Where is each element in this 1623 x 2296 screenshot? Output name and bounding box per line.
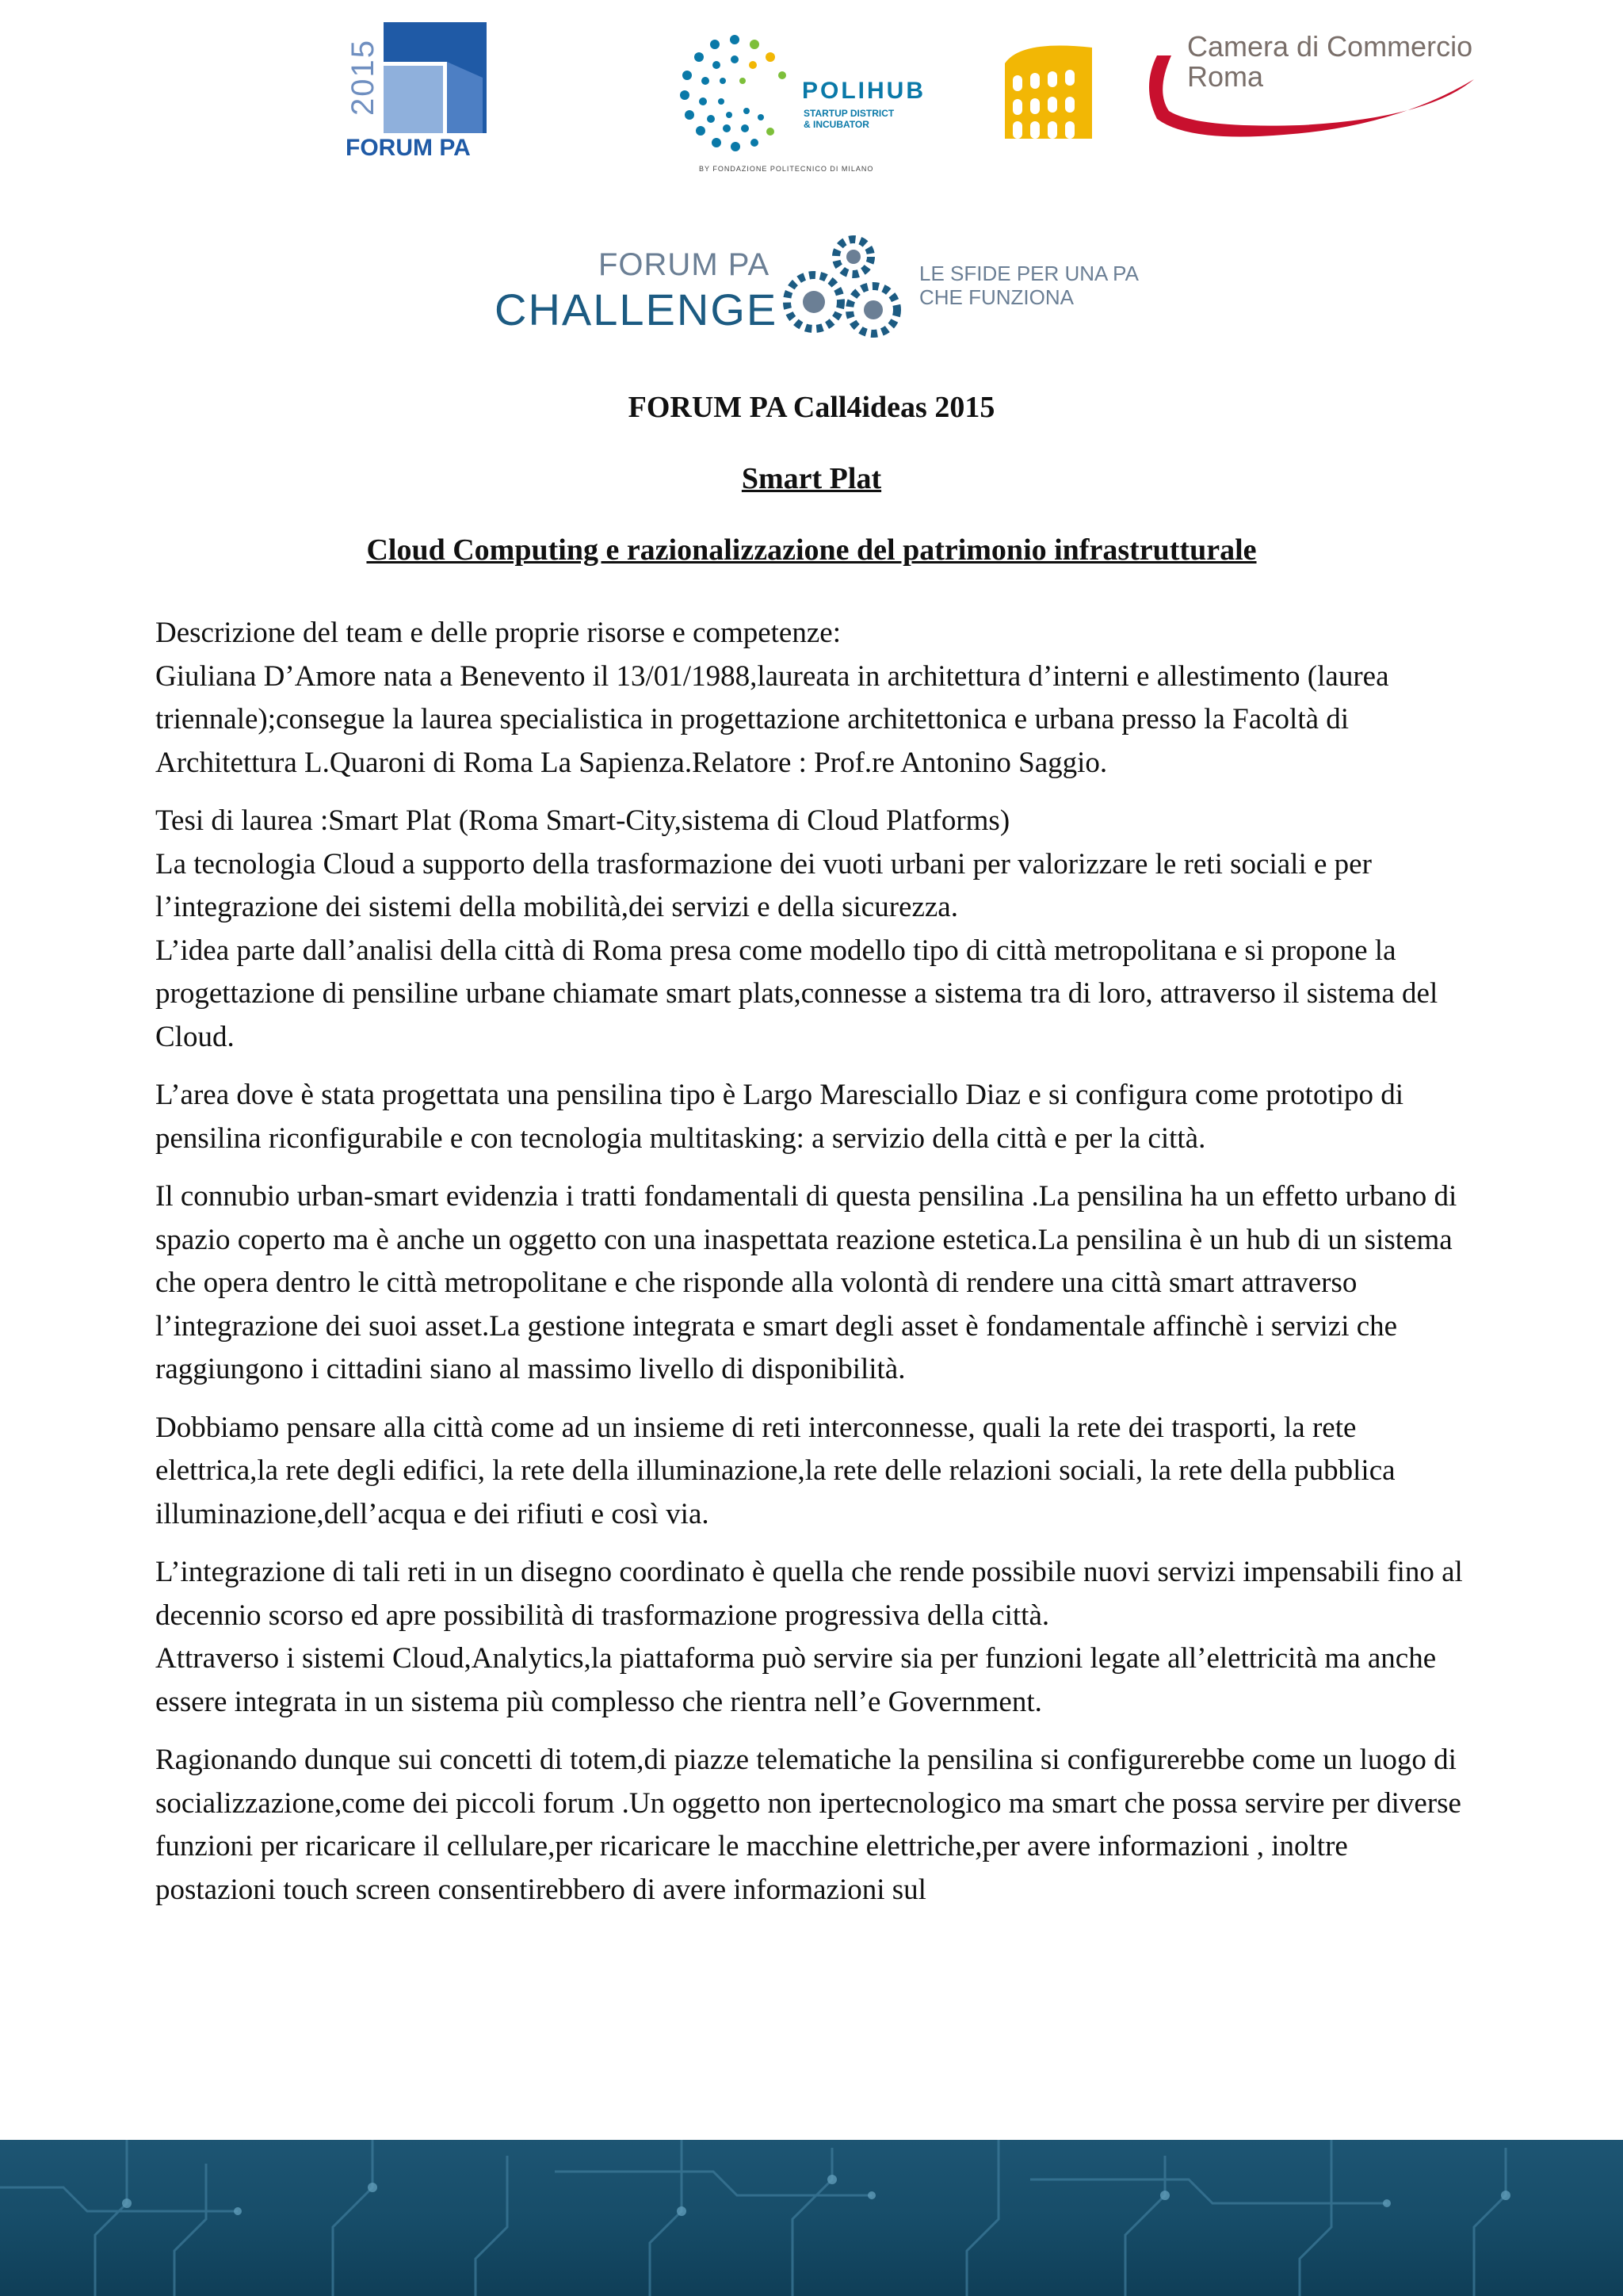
colosseum-icon <box>997 32 1100 143</box>
paragraph-networks: Dobbiamo pensare alla città come ad un insieme di reti interconnesse, quali la rete dei trasporti, la rete elettrica,la rete degli edifici, la rete della illuminazione,la rete delle relazioni sociali, la rete della pubblica illuminazione,dell’acqua e dei rifiuti e così via. <box>155 1411 1396 1530</box>
challenge-tagline: LE SFIDE PER UNA PA CHE FUNZIONA <box>919 262 1138 309</box>
gears-icon <box>770 227 913 353</box>
circuit-pattern <box>0 2140 1623 2296</box>
challenge-forumpa: FORUM PA <box>598 247 770 282</box>
paragraph-team: Descrizione del team e delle proprie risorse e competenze: Giuliana D’Amore nata a Benevento il 13/01/1988,laureata in architettura d’interni e allestimento (laurea triennale);consegue la laurea specialistica in progettazione architettonica e urbana presso la Facoltà di Architettura L.Quaroni di Roma La Sapienza.Relatore : Prof.re Antonino Saggio. <box>155 617 1389 779</box>
camera-commercio-logo <box>1125 24 1482 151</box>
colosseo-logo <box>997 32 1100 147</box>
document-title: FORUM PA Call4ideas 2015 <box>628 391 995 424</box>
paragraph-area: L’area dove è stata progettata una pensilina tipo è Largo Maresciallo Diaz e si configura come prototipo di pensilina riconfigurabile e con tecnologia multitasking: a servizio della città e per la città. <box>155 1079 1404 1155</box>
logo-header <box>0 0 1623 182</box>
polihub-logo <box>667 24 926 173</box>
paragraph-totem: Ragionando dunque sui concetti di totem,di piazze telematiche la pensilina si configurerebbe come un luogo di socializzazione,come dei piccoli forum .Un oggetto non ipertecnologico ma smart che possa servire per diverse funzioni per ricaricare il cellulare,per ricaricare le macchine elettriche,per avere informazioni , inoltre postazioni touch screen consentirebbero di avere informazioni sul <box>155 1744 1461 1906</box>
paragraph-connubio: Il connubio urban-smart evidenzia i tratti fondamentali di questa pensilina .La pensilina ha un effetto urbano di spazio coperto ma è anche un oggetto con una inaspettata reazione estetica.La pensilina è un hub di un sistema che opera dentro le città metropolitane e che risponde alla volontà di rendere una città smart attraverso l’integrazione dei suoi asset.La gestione integrata e smart degli asset è fondamentale affinchè i servizi che raggiungono i cittadini siano al massimo livello di disponibilità. <box>155 1180 1457 1385</box>
project-subtitle: Cloud Computing e razionalizzazione del patrimonio infrastrutturale <box>366 533 1257 567</box>
footer-banner <box>0 2140 1623 2296</box>
camera-line2: Roma <box>1187 60 1264 93</box>
polihub-title: POLIHUB <box>802 78 926 104</box>
paragraph-integration: L’integrazione di tali reti in un disegno coordinato è quella che rende possibile nuovi servizi impensabili fino al decennio scorso ed apre possibilità di trasformazione progressiva della città. Attraverso i sistemi Cloud,Analytics,la piattaforma può servire sia per funzioni legate all’elettricità ma anche essere integrata in un sistema più complesso che rientra nell’e Government. <box>155 1556 1463 1718</box>
forumpa-mark-icon <box>384 22 487 133</box>
challenge-title: CHALLENGE <box>495 285 778 334</box>
forumpa-challenge-logo <box>491 222 1141 357</box>
forumpa-2015-logo <box>346 22 488 161</box>
paragraph-thesis: Tesi di laurea :Smart Plat (Roma Smart-City,sistema di Cloud Platforms) La tecnologia Cloud a supporto della trasformazione dei vuoti urbani per valorizzare le reti sociali e per l’integrazione dei sistemi della mobilità,dei servizi e della sicurezza. L’idea parte dall’analisi della città di Roma presa come modello tipo di città metropolitana e si propone la progettazione di pensiline urbane chiamate smart plats,connesse a sistema tra di loro, attraverso il sistema del Cloud. <box>155 804 1438 1053</box>
project-title: Smart Plat <box>741 462 882 495</box>
forumpa-name: FORUM PA <box>346 135 471 161</box>
polihub-foundation: BY FONDAZIONE POLITECNICO DI MILANO <box>699 165 874 173</box>
polihub-dots-icon <box>667 24 802 159</box>
document-body <box>155 612 1471 1927</box>
forumpa-year: 2015 <box>346 39 380 117</box>
camera-line1: Camera di Commercio <box>1187 30 1473 63</box>
polihub-subtitle: STARTUP DISTRICT & INCUBATOR <box>804 108 895 130</box>
